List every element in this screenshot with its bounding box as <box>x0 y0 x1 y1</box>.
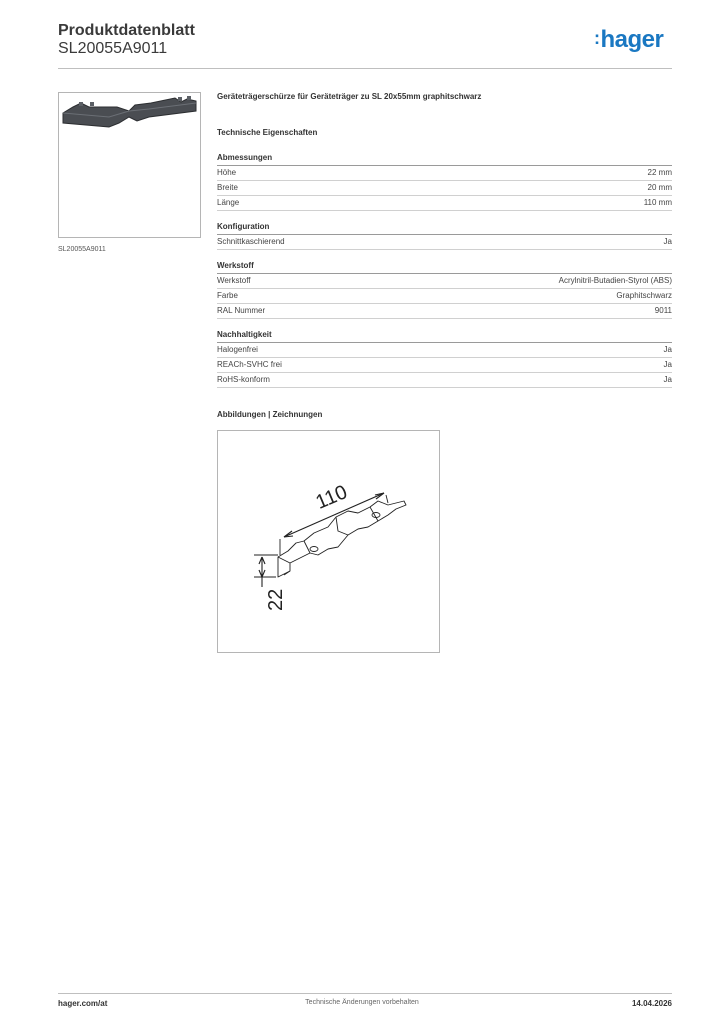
dimension-length-label: 110 <box>312 481 351 514</box>
property-row <box>217 181 672 196</box>
property-row <box>217 289 672 304</box>
technical-drawing <box>217 430 440 653</box>
product-details <box>217 92 672 388</box>
group-nachhaltigkeit <box>217 330 672 388</box>
header-divider <box>58 68 672 69</box>
footer-website-link[interactable]: hager.com/at <box>58 999 108 1008</box>
property-row <box>217 274 672 289</box>
property-value: Ja <box>663 375 672 384</box>
group-title: Werkstoff <box>217 261 672 274</box>
footer-divider <box>58 993 672 994</box>
group-werkstoff <box>217 261 672 319</box>
property-value: 20 mm <box>647 183 672 192</box>
property-label: RoHS-konform <box>217 375 270 384</box>
property-label: Farbe <box>217 291 238 300</box>
group-abmessungen <box>217 153 672 211</box>
group-title: Konfiguration <box>217 222 672 235</box>
product-thumbnail <box>58 92 201 238</box>
figures-title: Abbildungen | Zeichnungen <box>217 410 323 419</box>
property-row <box>217 166 672 181</box>
property-label: RAL Nummer <box>217 306 266 315</box>
article-number: SL20055A9011 <box>58 40 168 57</box>
property-row <box>217 358 672 373</box>
page-title: Produktdatenblatt <box>58 22 195 39</box>
logo-prefix: : <box>594 28 600 48</box>
property-row <box>217 304 672 319</box>
property-row <box>217 373 672 388</box>
property-label: REACh-SVHC frei <box>217 360 282 369</box>
property-value: Ja <box>663 360 672 369</box>
group-title: Nachhaltigkeit <box>217 330 672 343</box>
product-title: Geräteträgerschürze für Geräteträger zu SL 20x55mm graphitschwarz <box>217 92 482 101</box>
group-title: Abmessungen <box>217 153 672 166</box>
property-value: Ja <box>663 345 672 354</box>
property-value: Acrylnitril-Butadien-Styrol (ABS) <box>558 276 672 285</box>
product-photo <box>59 93 200 237</box>
property-label: Breite <box>217 183 238 192</box>
property-label: Schnittkaschierend <box>217 237 285 246</box>
property-value: 110 mm <box>643 198 672 207</box>
property-value: Ja <box>663 237 672 246</box>
footer-date: 14.04.2026 <box>631 999 672 1008</box>
footer-note: Technische Änderungen vorbehalten <box>305 999 419 1006</box>
group-konfiguration <box>217 222 672 250</box>
property-label: Werkstoff <box>217 276 251 285</box>
property-value: 9011 <box>654 306 672 315</box>
hager-logo[interactable] <box>594 26 663 54</box>
property-value: Graphitschwarz <box>616 291 672 300</box>
drawing-svg <box>218 431 439 652</box>
property-value: 22 mm <box>647 168 672 177</box>
dimension-height-label: 22 <box>265 588 287 611</box>
thumbnail-caption: SL20055A9011 <box>58 246 106 253</box>
property-label: Höhe <box>217 168 237 177</box>
property-row <box>217 343 672 358</box>
logo-text: hager <box>600 26 664 53</box>
property-label: Länge <box>217 198 240 207</box>
property-row <box>217 196 672 211</box>
section-title: Technische Eigenschaften <box>217 128 318 137</box>
property-row <box>217 235 672 250</box>
property-label: Halogenfrei <box>217 345 258 354</box>
